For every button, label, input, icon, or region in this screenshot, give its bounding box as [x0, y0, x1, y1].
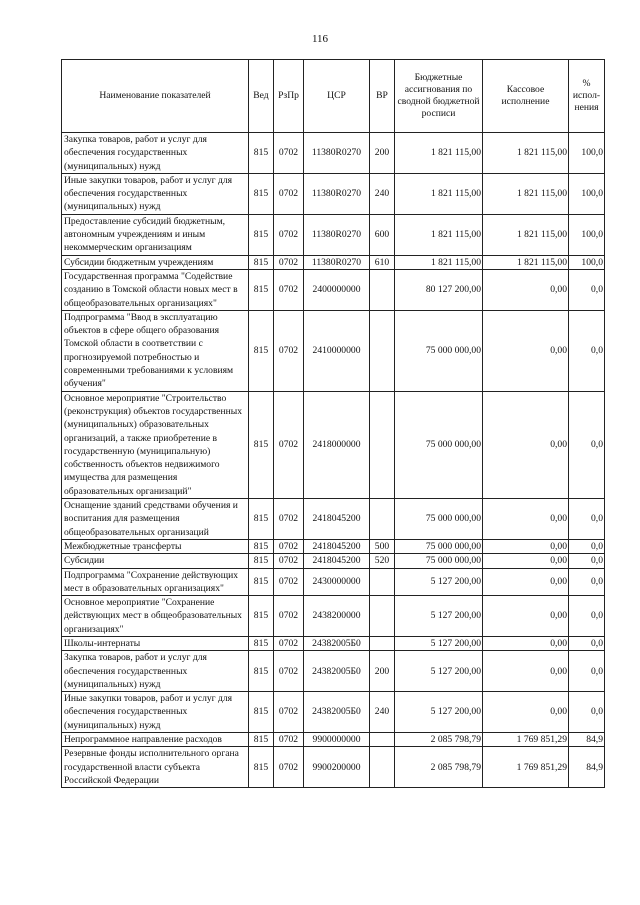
cell-percent: 0,0	[569, 651, 605, 692]
cell-percent: 84,9	[569, 733, 605, 747]
cell-execution: 0,00	[483, 499, 569, 540]
cell-vr	[370, 568, 395, 596]
cell-rzpr: 0702	[274, 214, 304, 255]
table-row	[62, 651, 605, 692]
table-row	[62, 391, 605, 498]
cell-percent: 0,0	[569, 539, 605, 553]
cell-csr: 2418000000	[304, 391, 370, 498]
column-header-assignments: Бюджетные ассигнования по сводной бюджетной росписи	[395, 60, 483, 133]
cell-csr: 2410000000	[304, 310, 370, 391]
cell-rzpr: 0702	[274, 568, 304, 596]
table-row	[62, 568, 605, 596]
cell-ved: 815	[249, 499, 274, 540]
cell-name: Предоставление субсидий бюджетным, автономным учреждениям и иным некоммерческим организациям	[62, 214, 249, 255]
cell-rzpr: 0702	[274, 133, 304, 174]
cell-assignments: 5 127 200,00	[395, 596, 483, 637]
cell-assignments: 5 127 200,00	[395, 568, 483, 596]
cell-rzpr: 0702	[274, 539, 304, 553]
cell-execution: 1 821 115,00	[483, 173, 569, 214]
cell-rzpr: 0702	[274, 554, 304, 568]
cell-ved: 815	[249, 692, 274, 733]
cell-ved: 815	[249, 391, 274, 498]
cell-execution: 0,00	[483, 651, 569, 692]
cell-csr: 2430000000	[304, 568, 370, 596]
table-row	[62, 269, 605, 310]
column-header-execution: Кассовое исполнение	[483, 60, 569, 133]
cell-vr: 240	[370, 173, 395, 214]
cell-rzpr: 0702	[274, 310, 304, 391]
cell-assignments: 1 821 115,00	[395, 173, 483, 214]
page-number: 116	[311, 33, 329, 45]
table-row	[62, 214, 605, 255]
cell-csr: 9900000000	[304, 733, 370, 747]
cell-csr: 24382005Б0	[304, 636, 370, 650]
cell-name: Основное мероприятие "Строительство (реконструкция) объектов государственных (муниципальных) образовательных организаций, а также приобретение в государственную (муниципальную) собственность объектов недвижимого имущества для размещения образовательных организаций"	[62, 391, 249, 498]
cell-assignments: 2 085 798,79	[395, 733, 483, 747]
cell-name: Подпрограмма "Ввод в эксплуатацию объектов в сфере общего образования Томской области в соответствии с прогнозируемой потребностью и современными требованиями к условиям обучения"	[62, 310, 249, 391]
cell-vr: 610	[370, 255, 395, 269]
cell-csr: 24382005Б0	[304, 651, 370, 692]
cell-csr: 2438200000	[304, 596, 370, 637]
table-row	[62, 173, 605, 214]
cell-name: Межбюджетные трансферты	[62, 539, 249, 553]
cell-csr: 2418045200	[304, 554, 370, 568]
cell-percent: 100,0	[569, 214, 605, 255]
cell-percent: 0,0	[569, 692, 605, 733]
column-header-csr: ЦСР	[304, 60, 370, 133]
cell-csr: 11380R0270	[304, 133, 370, 174]
cell-vr	[370, 747, 395, 788]
cell-execution: 0,00	[483, 692, 569, 733]
cell-assignments: 5 127 200,00	[395, 651, 483, 692]
cell-name: Государственная программа "Содействие созданию в Томской области новых мест в общеобразовательных организациях"	[62, 269, 249, 310]
cell-assignments: 1 821 115,00	[395, 214, 483, 255]
cell-vr: 600	[370, 214, 395, 255]
cell-assignments: 1 821 115,00	[395, 133, 483, 174]
table-row	[62, 747, 605, 788]
cell-execution: 0,00	[483, 391, 569, 498]
table-row	[62, 636, 605, 650]
cell-name: Подпрограмма "Сохранение действующих мест в образовательных организациях"	[62, 568, 249, 596]
cell-percent: 0,0	[569, 596, 605, 637]
cell-ved: 815	[249, 554, 274, 568]
table-row	[62, 692, 605, 733]
cell-csr: 11380R0270	[304, 255, 370, 269]
cell-name: Непрограммное направление расходов	[62, 733, 249, 747]
cell-vr	[370, 636, 395, 650]
cell-csr: 11380R0270	[304, 214, 370, 255]
cell-assignments: 2 085 798,79	[395, 747, 483, 788]
cell-vr: 200	[370, 133, 395, 174]
cell-rzpr: 0702	[274, 747, 304, 788]
table-row	[62, 499, 605, 540]
cell-execution: 1 821 115,00	[483, 133, 569, 174]
cell-execution: 0,00	[483, 269, 569, 310]
cell-ved: 815	[249, 596, 274, 637]
table-row	[62, 310, 605, 391]
cell-rzpr: 0702	[274, 692, 304, 733]
table-row	[62, 733, 605, 747]
cell-percent: 0,0	[569, 568, 605, 596]
cell-csr: 2400000000	[304, 269, 370, 310]
table-header-row	[62, 60, 605, 133]
cell-execution: 1 821 115,00	[483, 214, 569, 255]
cell-vr: 200	[370, 651, 395, 692]
cell-ved: 815	[249, 269, 274, 310]
cell-percent: 100,0	[569, 133, 605, 174]
cell-name: Оснащение зданий средствами обучения и воспитания для размещения общеобразовательных организаций	[62, 499, 249, 540]
cell-ved: 815	[249, 214, 274, 255]
cell-name: Школы-интернаты	[62, 636, 249, 650]
table-row	[62, 255, 605, 269]
cell-ved: 815	[249, 651, 274, 692]
cell-vr	[370, 596, 395, 637]
cell-ved: 815	[249, 310, 274, 391]
cell-execution: 0,00	[483, 636, 569, 650]
cell-csr: 2418045200	[304, 499, 370, 540]
cell-ved: 815	[249, 133, 274, 174]
table-row	[62, 596, 605, 637]
cell-csr: 2418045200	[304, 539, 370, 553]
cell-name: Субсидии	[62, 554, 249, 568]
cell-csr: 9900200000	[304, 747, 370, 788]
cell-assignments: 5 127 200,00	[395, 692, 483, 733]
cell-assignments: 75 000 000,00	[395, 499, 483, 540]
cell-assignments: 75 000 000,00	[395, 310, 483, 391]
cell-assignments: 1 821 115,00	[395, 255, 483, 269]
cell-percent: 0,0	[569, 554, 605, 568]
cell-execution: 1 769 851,29	[483, 733, 569, 747]
column-header-ved: Вед	[249, 60, 274, 133]
cell-percent: 0,0	[569, 269, 605, 310]
cell-assignments: 75 000 000,00	[395, 554, 483, 568]
cell-percent: 0,0	[569, 391, 605, 498]
cell-name: Резервные фонды исполнительного органа государственной власти субъекта Российской Федерации	[62, 747, 249, 788]
cell-rzpr: 0702	[274, 651, 304, 692]
cell-vr: 240	[370, 692, 395, 733]
cell-assignments: 75 000 000,00	[395, 539, 483, 553]
cell-percent: 100,0	[569, 173, 605, 214]
cell-execution: 0,00	[483, 596, 569, 637]
table-row	[62, 133, 605, 174]
cell-ved: 815	[249, 568, 274, 596]
cell-percent: 100,0	[569, 255, 605, 269]
cell-execution: 1 821 115,00	[483, 255, 569, 269]
cell-percent: 84,9	[569, 747, 605, 788]
cell-vr	[370, 499, 395, 540]
cell-rzpr: 0702	[274, 733, 304, 747]
cell-rzpr: 0702	[274, 173, 304, 214]
cell-vr	[370, 391, 395, 498]
cell-name: Субсидии бюджетным учреждениям	[62, 255, 249, 269]
cell-rzpr: 0702	[274, 636, 304, 650]
cell-percent: 0,0	[569, 310, 605, 391]
cell-percent: 0,0	[569, 636, 605, 650]
cell-ved: 815	[249, 733, 274, 747]
cell-execution: 1 769 851,29	[483, 747, 569, 788]
cell-csr: 11380R0270	[304, 173, 370, 214]
cell-assignments: 80 127 200,00	[395, 269, 483, 310]
cell-name: Иные закупки товаров, работ и услуг для обеспечения государственных (муниципальных) нужд	[62, 173, 249, 214]
cell-rzpr: 0702	[274, 269, 304, 310]
cell-rzpr: 0702	[274, 499, 304, 540]
cell-rzpr: 0702	[274, 596, 304, 637]
cell-rzpr: 0702	[274, 391, 304, 498]
cell-execution: 0,00	[483, 310, 569, 391]
cell-vr	[370, 733, 395, 747]
budget-table	[61, 59, 605, 788]
column-header-name: Наименование показателей	[62, 60, 249, 133]
cell-csr: 24382005Б0	[304, 692, 370, 733]
cell-name: Основное мероприятие "Сохранение действующих мест в общеобразовательных организациях"	[62, 596, 249, 637]
cell-ved: 815	[249, 173, 274, 214]
cell-name: Закупка товаров, работ и услуг для обеспечения государственных (муниципальных) нужд	[62, 133, 249, 174]
cell-ved: 815	[249, 539, 274, 553]
cell-vr	[370, 269, 395, 310]
cell-name: Закупка товаров, работ и услуг для обеспечения государственных (муниципальных) нужд	[62, 651, 249, 692]
table-body	[62, 133, 605, 788]
cell-ved: 815	[249, 255, 274, 269]
cell-name: Иные закупки товаров, работ и услуг для обеспечения государственных (муниципальных) нужд	[62, 692, 249, 733]
cell-ved: 815	[249, 747, 274, 788]
cell-vr	[370, 310, 395, 391]
cell-rzpr: 0702	[274, 255, 304, 269]
cell-percent: 0,0	[569, 499, 605, 540]
cell-execution: 0,00	[483, 539, 569, 553]
cell-assignments: 75 000 000,00	[395, 391, 483, 498]
table-row	[62, 539, 605, 553]
column-header-vr: ВР	[370, 60, 395, 133]
cell-ved: 815	[249, 636, 274, 650]
column-header-percent: % испол-нения	[569, 60, 605, 133]
table-row	[62, 554, 605, 568]
cell-vr: 520	[370, 554, 395, 568]
cell-execution: 0,00	[483, 568, 569, 596]
cell-assignments: 5 127 200,00	[395, 636, 483, 650]
cell-execution: 0,00	[483, 554, 569, 568]
cell-vr: 500	[370, 539, 395, 553]
column-header-rzpr: РзПр	[274, 60, 304, 133]
